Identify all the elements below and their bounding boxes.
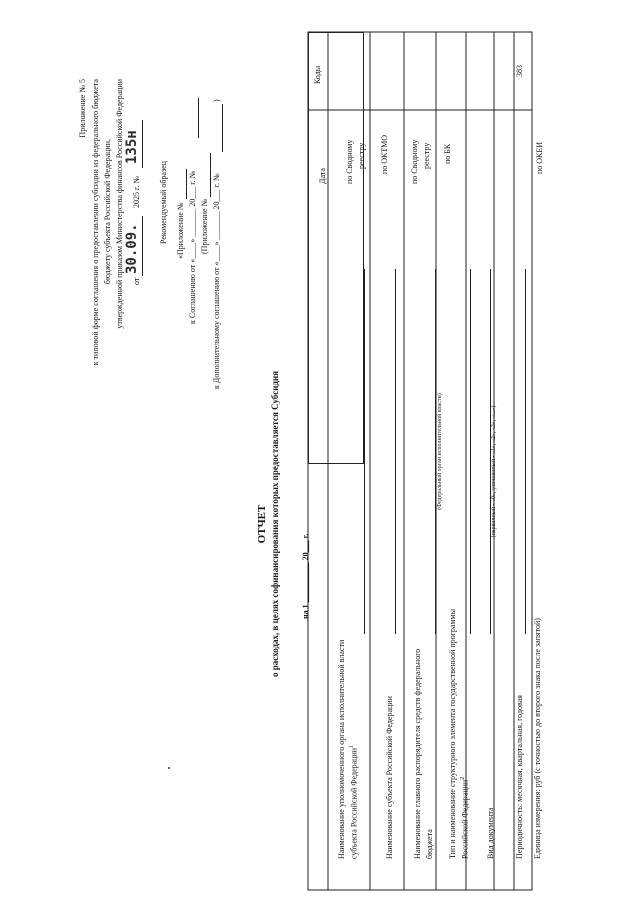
row-authority-label: Наименование уполномоченного органа исполнительной власти	[337, 639, 346, 859]
okei-code-value: 383	[515, 65, 524, 77]
header-line-1: к типовой форме соглашения о предоставлении субсидии из федерального бюджета	[91, 79, 100, 366]
row-doc-kind-caption: (первичный - «0», уточненный - «1», «2», «3», «...»)	[491, 405, 497, 538]
label-consolidated-2: по Сводному	[410, 139, 419, 184]
recommended-sample-title: Рекомендуемый образец	[159, 161, 168, 244]
row-authority-underline	[364, 269, 365, 634]
report-date-line: на 1 __________ 20___ г.	[301, 533, 310, 619]
agreement-no-blank	[198, 98, 199, 138]
appendix-line: «Приложение №	[176, 202, 185, 259]
order-date-underline	[142, 216, 143, 276]
label-consolidated-1b: реестру	[357, 142, 366, 169]
report-title: ОТЧЕТ	[256, 504, 268, 544]
order-number-underline	[142, 120, 143, 168]
row-type-label-2: Российской Федерации$^2$	[460, 776, 470, 859]
additional-close-paren: )	[212, 99, 221, 102]
row-period-underline	[525, 269, 526, 634]
report-subtitle: о расходах, в целях софинансирования которых предоставляется Субсидия	[270, 370, 280, 678]
row-period-label: Периодичность: месячная, квартальная, годовая	[515, 695, 524, 859]
label-oktmo: по ОКТМО	[380, 134, 389, 174]
codes-header: Коды	[313, 65, 322, 84]
row-main-manager-label-2: бюджета	[425, 829, 434, 859]
row-subject-underline	[395, 269, 396, 634]
row-type-underline	[470, 269, 471, 634]
order-number-handwritten: 135н	[124, 130, 140, 164]
row-authority-label-2: субъекта Российской Федерации$^1$	[349, 744, 359, 859]
sub-appendix-blank	[210, 153, 211, 197]
row-main-manager-caption: (Федеральный орган исполнительной власти)	[437, 393, 443, 510]
label-okei: по ОКЕИ	[535, 141, 544, 174]
scan-speck	[168, 767, 170, 769]
appendix-line-blank	[186, 169, 187, 199]
label-date: Дата	[318, 168, 327, 184]
appendix-number: Приложение № 5	[78, 79, 87, 138]
row-unit-label: Единица измерения: руб (с точностью до второго знака после запятой)	[533, 618, 542, 859]
label-consolidated-2b: реестру	[422, 142, 431, 169]
label-bk: по БК	[443, 143, 452, 164]
label-consolidated-1: по Сводному	[345, 139, 354, 184]
row-type-label: Тип и наименование структурного элемента государственной программы	[448, 609, 457, 859]
row-subject-label: Наименование субъекта Российской Федерации	[385, 696, 394, 859]
additional-no-blank	[222, 104, 223, 152]
agreement-line: к Соглашению от «____» _______ 20___ г. №	[188, 170, 197, 324]
order-prefix: от	[132, 277, 141, 285]
codes-table	[308, 32, 364, 464]
order-year: 2025 г. №	[132, 175, 141, 208]
row-doc-kind-label: Вид документа	[486, 807, 495, 859]
header-line-3: утвержденной приказом Министерства финансов Российской Федерации	[115, 79, 124, 329]
order-date-handwritten: 30.09.	[124, 223, 140, 274]
sub-appendix-line: (Приложение №	[200, 198, 209, 254]
additional-agreement-line: к Дополнительному соглашению от «____» _______ 20___ г. №	[212, 173, 221, 389]
row-main-manager-label: Наименование главного распорядителя средств федерального	[413, 648, 422, 859]
row-main-manager-underline	[435, 269, 436, 634]
header-line-2: бюджету субъекта Российской Федерации,	[103, 139, 112, 285]
